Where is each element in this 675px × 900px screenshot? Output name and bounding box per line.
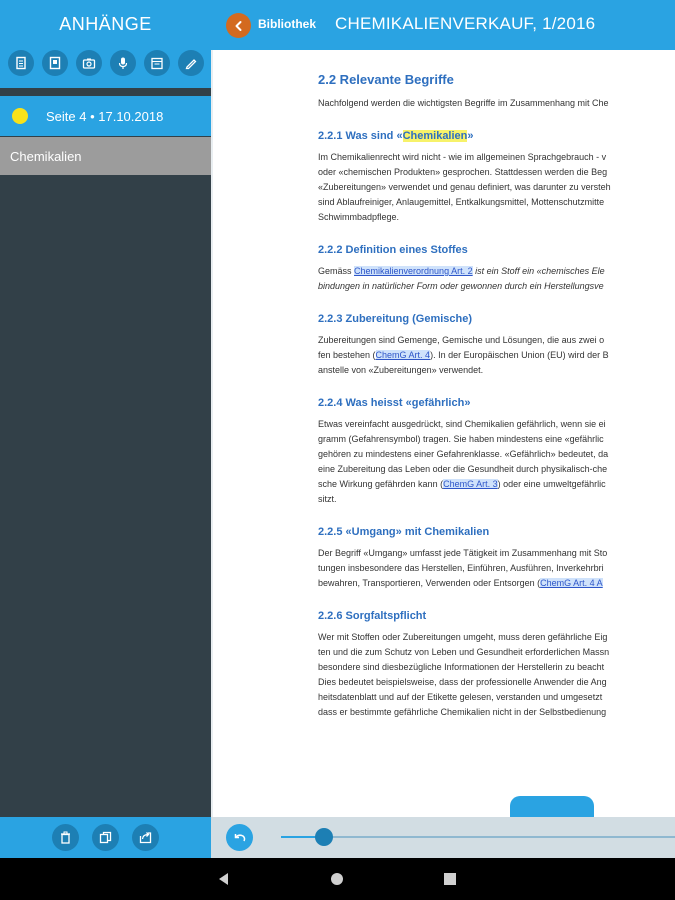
sidebar-title: ANHÄNGE — [59, 14, 152, 34]
subsection-title: 2.2.4 Was heisst «gefährlich» — [318, 397, 471, 409]
attachment-toolbar — [8, 50, 204, 76]
floating-action-button[interactable] — [510, 796, 594, 817]
subsection-title: 2.2.6 Sorgfaltspflicht — [318, 610, 427, 622]
document-icon — [14, 56, 28, 70]
reference-link[interactable]: ChemG Art. 4 — [375, 350, 431, 360]
attachment-item-label: Chemikalien — [10, 149, 82, 164]
paragraph: Im Chemikalienrecht wird nicht - wie im allgemeinen Sprachgebrauch - v oder «chemischen Produkten» gesprochen. Stattdessen werden die Beg «Zubereitungen» verwendet und genau definiert, was darunter zu versteh sind Ablaufreiniger, Anlaugemittel, Entkalkungsmittel, Mottenschutzmitte Schwimmbadpflege. — [318, 152, 611, 222]
document-header — [211, 0, 675, 50]
add-image-button[interactable] — [42, 50, 68, 76]
delete-button[interactable] — [52, 824, 79, 851]
page-slider-thumb[interactable] — [315, 828, 333, 846]
document-page[interactable] — [213, 50, 675, 817]
camera-icon — [82, 56, 96, 70]
section-2-2-2 — [318, 244, 675, 294]
reference-link[interactable]: Chemikalienverordnung Art. 2 — [354, 266, 473, 276]
attachment-item-chemikalien[interactable] — [0, 137, 211, 175]
image-frame-icon — [48, 56, 62, 70]
section-2-2-3 — [318, 313, 675, 378]
annotation-color-dot — [12, 108, 28, 124]
subsection-title: 2.2.5 «Umgang» mit Chemikalien — [318, 526, 490, 538]
system-navigation-bar — [0, 858, 675, 900]
paragraph: Wer mit Stoffen oder Zubereitungen umgeht, muss deren gefährliche Eig ten und die zum Schutz von Leben und Gesundheit erforderlichen Massn besondere sind diesbezügliche Informationen der Herstellerin zu beacht Dies bedeutet beispielsweise, dass der professionelle Anwender die Ang heitsdatenblatt und auf der Etikette gelesen, verstanden und umgesetzt dass er bestimmte gefährliche Chemikalien nicht in der Selbstbedienung — [318, 632, 610, 717]
section-2-2-5 — [318, 526, 675, 591]
chevron-left-icon — [233, 20, 245, 32]
add-photo-button[interactable] — [76, 50, 102, 76]
page-content — [318, 72, 675, 739]
library-link[interactable]: Bibliothek — [258, 17, 317, 31]
document-viewer[interactable] — [211, 50, 675, 817]
paragraph: Zubereitungen sind Gemenge, Gemische und Lösungen, die aus zwei o fen bestehen (ChemG Art. 4). In der Europäischen Union (EU) wird der B anstelle von «Zubereitungen» verwendet. — [318, 335, 609, 375]
attachments-sidebar — [0, 0, 211, 858]
sidebar-footer — [0, 817, 211, 858]
pen-icon — [184, 56, 198, 70]
add-document-button[interactable] — [8, 50, 34, 76]
add-note-button[interactable] — [144, 50, 170, 76]
section-2-2-1 — [318, 130, 675, 225]
section-2-2-4 — [318, 397, 675, 507]
page-date-label: Seite 4 • 17.10.2018 — [46, 109, 164, 124]
home-circle-icon[interactable] — [329, 871, 345, 887]
intro-paragraph: Nachfolgend werden die wichtigsten Begriffe im Zusammenhang mit Che — [318, 98, 609, 108]
reference-link[interactable]: ChemG Art. 3 — [443, 479, 498, 489]
subsection-title: 2.2.3 Zubereitung (Gemische) — [318, 313, 473, 325]
share-icon — [138, 830, 153, 845]
section-heading: 2.2 Relevante Begriffe — [318, 72, 454, 87]
copy-icon — [98, 830, 113, 845]
section-2-2-6 — [318, 610, 675, 720]
paragraph: Gemäss Chemikalienverordnung Art. 2 ist ein Stoff ein «chemisches Ele bindungen in natürlicher Form oder gewonnen durch ein Herstellungsve — [318, 266, 605, 291]
back-triangle-icon[interactable] — [216, 871, 232, 887]
add-drawing-button[interactable] — [178, 50, 204, 76]
share-button[interactable] — [132, 824, 159, 851]
sidebar-header — [0, 0, 211, 88]
undo-icon — [233, 831, 247, 845]
subsection-title: 2.2.1 Was sind «Chemikalien» — [318, 130, 474, 142]
trash-icon — [58, 830, 73, 845]
paragraph: Der Begriff «Umgang» umfasst jede Tätigkeit im Zusammenhang mit Sto tungen insbesondere das Herstellen, Einführen, Ausführen, Inverkehrbri bewahren, Transportieren, Verwenden oder Entsorgen (ChemG Art. 4 A — [318, 548, 608, 588]
add-audio-button[interactable] — [110, 50, 136, 76]
back-button[interactable] — [226, 13, 251, 38]
microphone-icon — [116, 56, 130, 70]
highlighted-term[interactable]: Chemikalien — [402, 130, 468, 142]
undo-button[interactable] — [226, 824, 253, 851]
note-icon — [150, 56, 164, 70]
paragraph: Etwas vereinfacht ausgedrückt, sind Chemikalien gefährlich, wenn sie ei gramm (Gefahrensymbol) tragen. Sie haben mindestens eine «gefährlic gehören zu mindestens einer Gefahrenklasse. «Gefährlich» bedeutet, da eine Zubereitung das Leben oder die Gesundheit durch physikalisch-che sche Wirkung gefährden kann (ChemG Art. 3) oder eine umweltgefährlic sitzt. — [318, 419, 609, 504]
page-slider-track[interactable] — [281, 836, 675, 838]
subsection-title: 2.2.2 Definition eines Stoffes — [318, 244, 468, 256]
page-navigation-bar — [211, 817, 675, 858]
reference-link[interactable]: ChemG Art. 4 A — [540, 578, 603, 588]
page-date-entry[interactable] — [0, 96, 211, 136]
document-title: CHEMIKALIENVERKAUF, 1/2016 — [335, 14, 596, 33]
recents-square-icon[interactable] — [442, 871, 458, 887]
duplicate-button[interactable] — [92, 824, 119, 851]
